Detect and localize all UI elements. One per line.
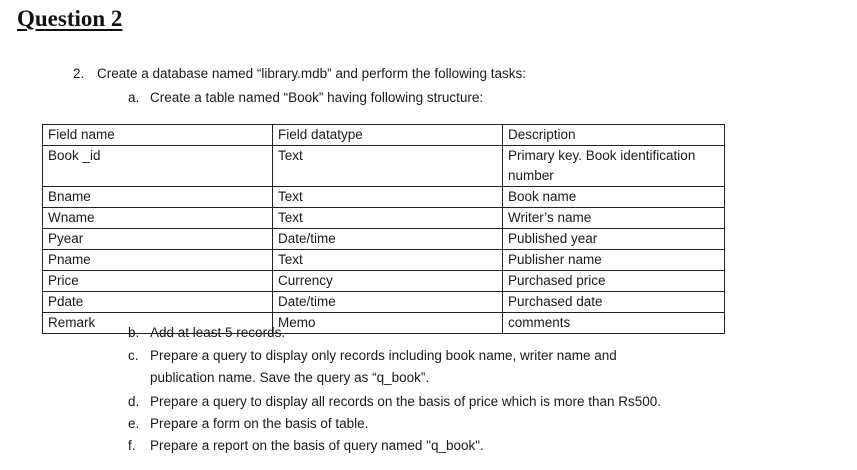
cell-description: Publisher name [503, 250, 725, 271]
task-f-text: Prepare a report on the basis of query named "q_book". [150, 438, 484, 453]
page-heading: Question 2 [17, 6, 123, 31]
cell-field-name: Wname [43, 208, 273, 229]
cell-field-name: Pname [43, 250, 273, 271]
table-row [43, 292, 725, 313]
cell-field-datatype: Memo [273, 313, 503, 334]
table-row [43, 313, 725, 334]
question-number: 2. [73, 66, 85, 81]
cell-field-name: Bname [43, 187, 273, 208]
cell-description: Book name [503, 187, 725, 208]
task-c-text-line1: Prepare a query to display only records including book name, writer name and [150, 348, 617, 363]
header-field-name: Field name [43, 125, 273, 146]
cell-field-datatype: Text [273, 187, 503, 208]
task-a-letter: a. [128, 90, 140, 105]
cell-description: Published year [503, 229, 725, 250]
cell-field-name: Remark [43, 313, 273, 334]
question-text: Create a database named “library.mdb” and perform the following tasks: [97, 66, 526, 81]
table-row [43, 271, 725, 292]
cell-field-datatype: Text [273, 146, 503, 187]
cell-field-datatype: Date/time [273, 292, 503, 313]
task-f-letter: f. [128, 438, 136, 453]
cell-field-name: Price [43, 271, 273, 292]
table-row [43, 229, 725, 250]
table-header-row [43, 125, 725, 146]
cell-field-datatype: Date/time [273, 229, 503, 250]
cell-field-name: Pyear [43, 229, 273, 250]
task-a-text: Create a table named “Book” having following structure: [150, 90, 484, 105]
cell-description: comments [503, 313, 725, 334]
task-e-text: Prepare a form on the basis of table. [150, 416, 369, 431]
cell-field-datatype: Text [273, 250, 503, 271]
cell-field-datatype: Currency [273, 271, 503, 292]
cell-field-datatype: Text [273, 208, 503, 229]
cell-description: Primary key. Book identification number [503, 146, 725, 187]
header-field-datatype: Field datatype [273, 125, 503, 146]
task-c-letter: c. [128, 348, 139, 363]
task-b-letter: b. [128, 325, 140, 340]
cell-description: Purchased date [503, 292, 725, 313]
cell-description: Purchased price [503, 271, 725, 292]
task-e-letter: e. [128, 416, 140, 431]
header-description: Description [503, 125, 725, 146]
cell-description: Writer’s name [503, 208, 725, 229]
cell-field-name: Pdate [43, 292, 273, 313]
task-c-text-line2: publication name. Save the query as “q_book”. [150, 370, 430, 385]
task-d-letter: d. [128, 394, 140, 409]
table-row [43, 250, 725, 271]
table-row [43, 146, 725, 187]
cell-field-name: Book _id [43, 146, 273, 187]
table-row [43, 187, 725, 208]
book-structure-table [42, 124, 725, 334]
table-row [43, 208, 725, 229]
task-b-text: Add at least 5 records. [150, 325, 286, 340]
task-d-text: Prepare a query to display all records on the basis of price which is more than Rs500. [150, 394, 662, 409]
